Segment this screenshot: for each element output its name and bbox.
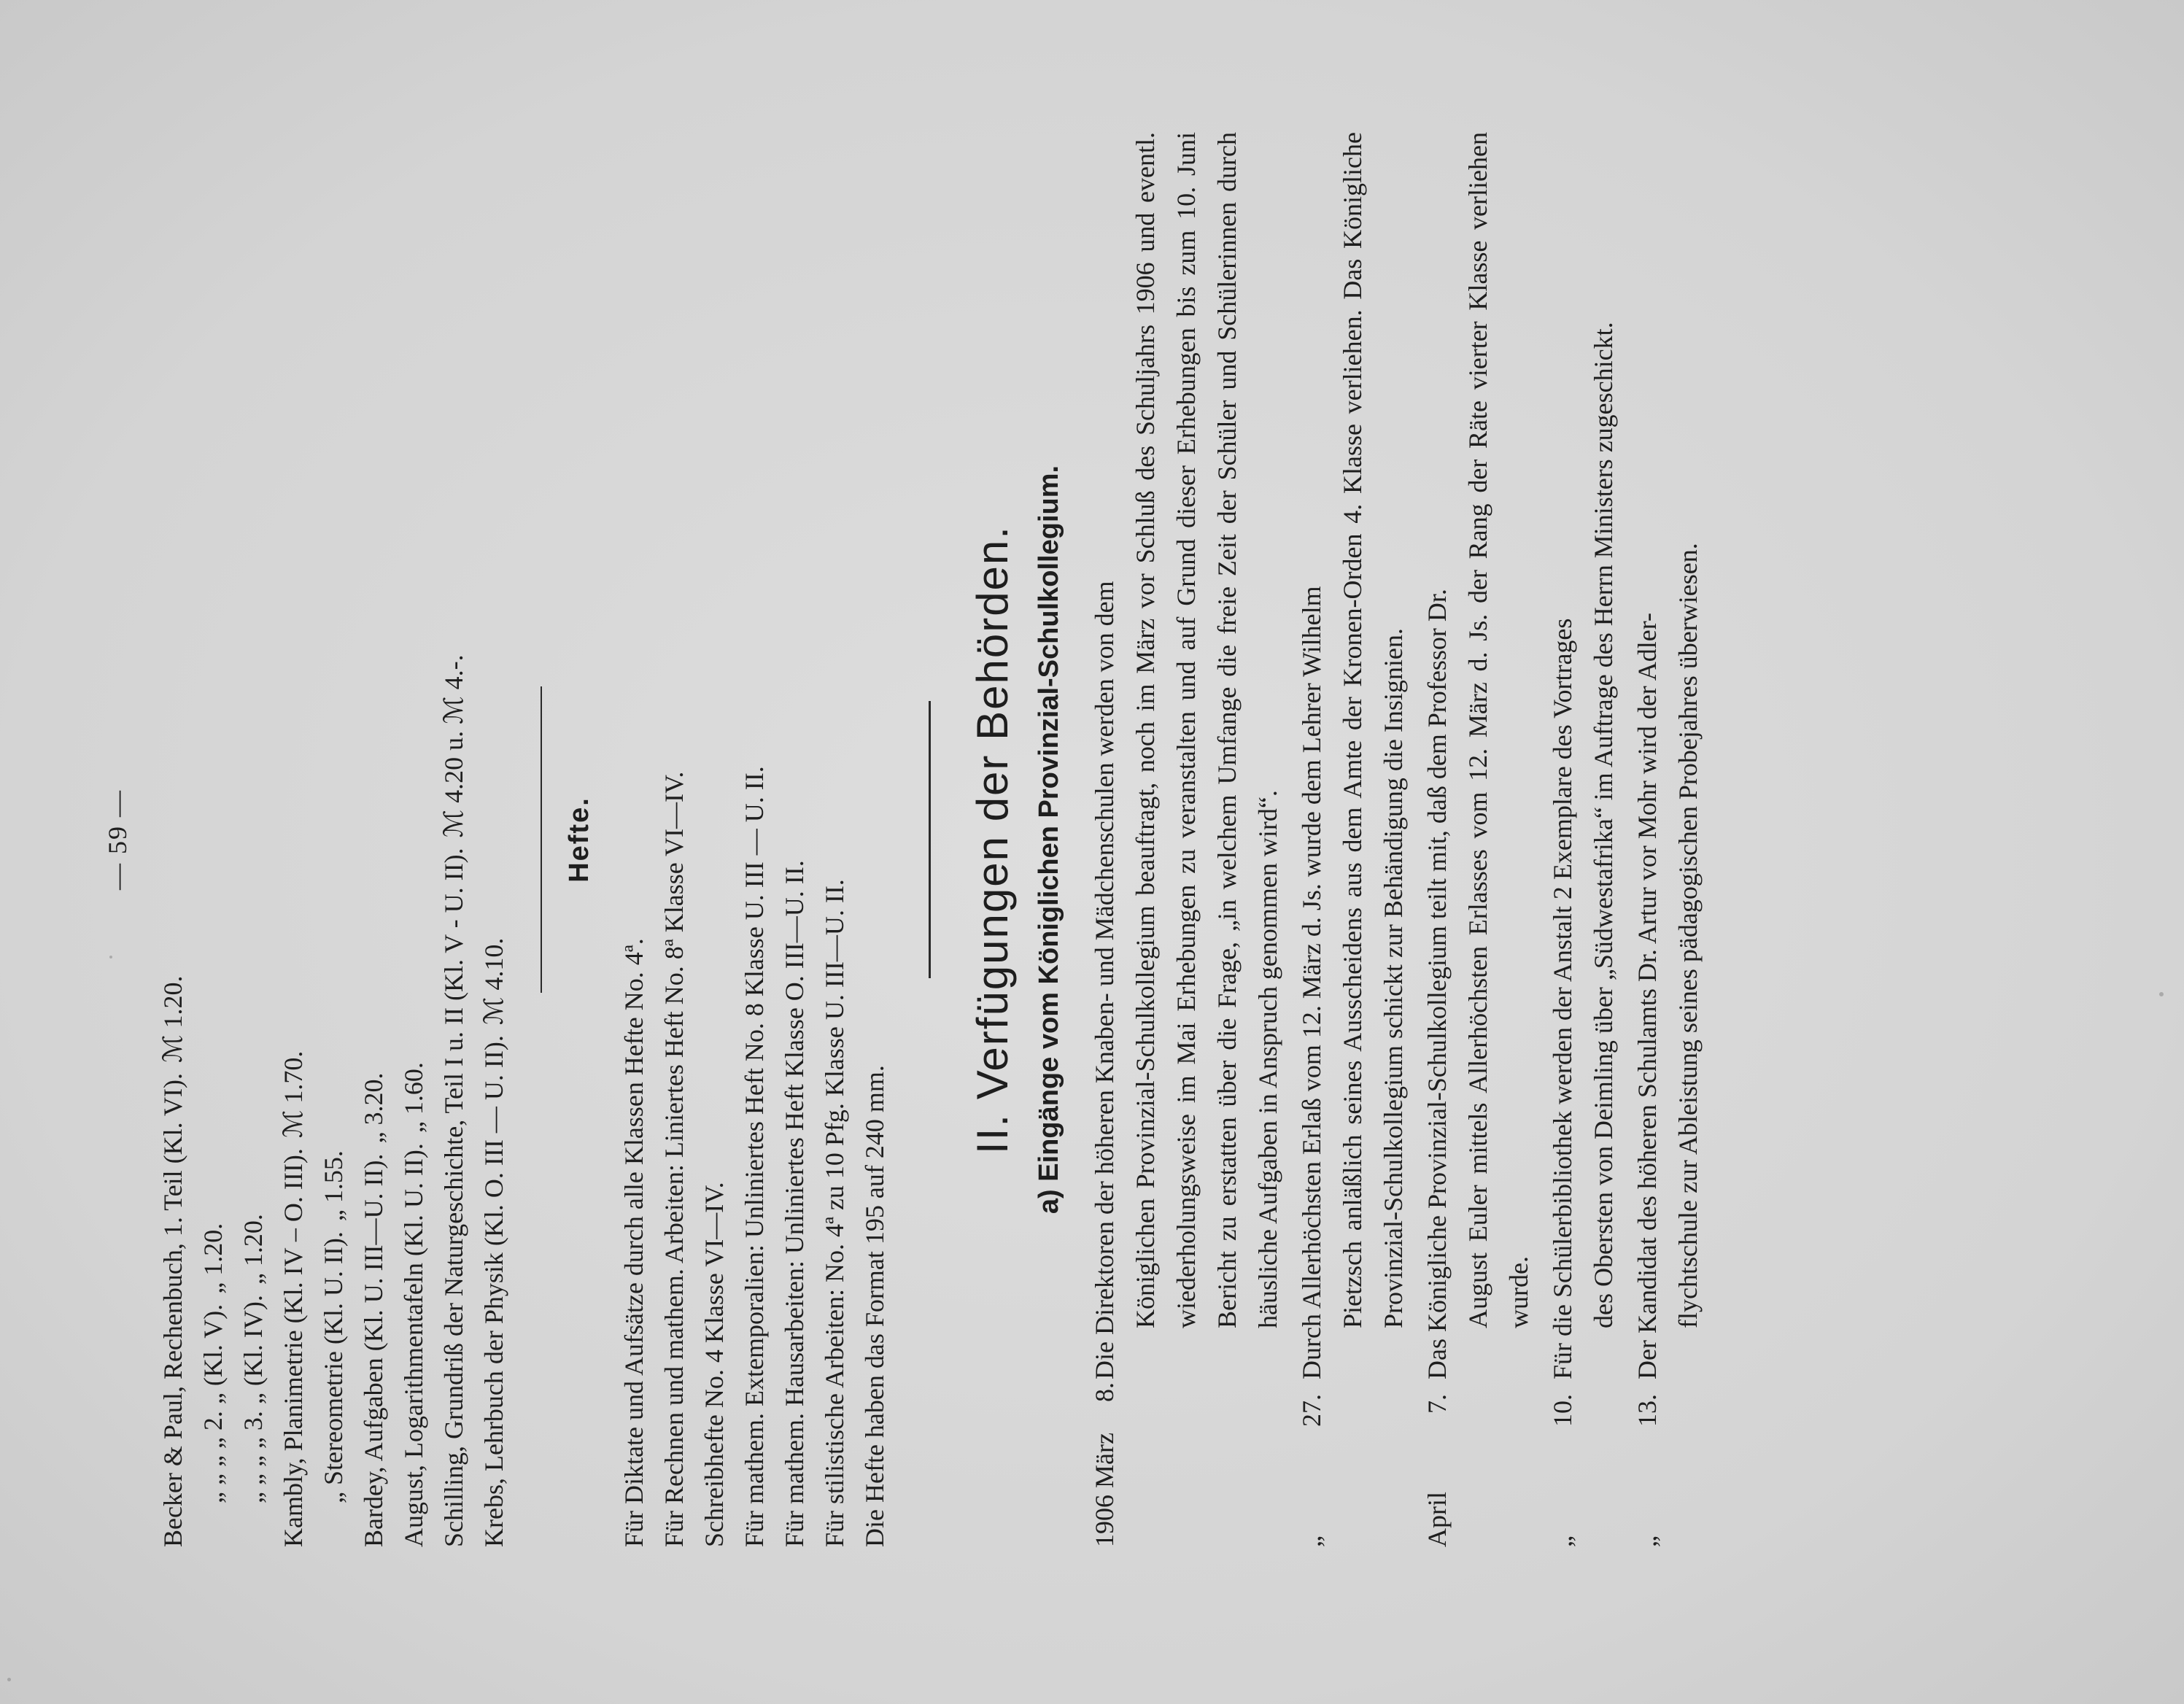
book-row bbox=[354, 132, 394, 1547]
decree-first-line: Durch Allerhöchsten Erlaß vom 12. März d. Js. wurde dem Lehrer Wilhelm bbox=[1297, 586, 1326, 1379]
book-title: Krebs, Lehrbuch der Physik (Kl. O. III — U. II). bbox=[479, 1035, 508, 1547]
decree-day: 7. bbox=[1422, 1394, 1452, 1414]
decree-continuation: des Obersten von Deimling über „Südwestafrika“ im Auftrage des Herrn Ministers zugeschickt. bbox=[1589, 322, 1618, 1328]
book-title: „ „ „ „ 3. „ (Kl. IV). bbox=[239, 1295, 268, 1503]
decree-first-line: Das Königliche Provinzial-Schulkollegium teilt mit, daß dem Professor Dr. bbox=[1422, 589, 1452, 1379]
book-row bbox=[233, 132, 274, 1547]
book-title: Schilling, Grundriß der Naturgeschichte, Teil I u. II (Kl. V - U. II). bbox=[439, 848, 468, 1547]
book-row bbox=[274, 132, 314, 1547]
book-title: „ „ „ „ 2. „ (Kl. V). bbox=[198, 1304, 228, 1503]
decree-entry bbox=[1417, 132, 1539, 1547]
book-title: Bardey, Aufgaben (Kl. U. III—U. II). bbox=[359, 1153, 388, 1547]
book-row bbox=[434, 132, 474, 1547]
decree-day: 8. bbox=[1090, 1382, 1119, 1403]
hefte-title: Hefte. bbox=[564, 797, 595, 883]
decree-month: März bbox=[1090, 1433, 1119, 1488]
hefte-line: Die Hefte haben das Format 195 auf 240 mm. bbox=[860, 1065, 889, 1547]
decree-month: „ bbox=[1633, 1535, 1662, 1547]
decree-text bbox=[1627, 132, 1708, 1379]
decree-continuation: August Euler mittels Allerhöchsten Erlasses vom 12. März d. Js. der Rang der Räte vierter Klasse verliehen wurde. bbox=[1463, 132, 1533, 1328]
decree-first-line: Die Direktoren der höheren Knaben- und Mädchenschulen werden von dem bbox=[1090, 581, 1119, 1379]
book-row bbox=[474, 132, 514, 1547]
decree-month: April bbox=[1422, 1492, 1452, 1547]
decree-day: 10. bbox=[1548, 1394, 1577, 1427]
book-price: ℳ 1.20. bbox=[158, 975, 187, 1063]
book-price: „ 1.55. bbox=[319, 1150, 348, 1222]
book-title: „ Stereometrie (Kl. U. II). bbox=[319, 1231, 348, 1503]
decree-continuation: flychtschule zur Ableistung seines pädagogischen Probejahres überwiesen. bbox=[1673, 543, 1703, 1328]
book-title: Kambly, Planimetrie (Kl. IV – O. III). bbox=[279, 1148, 308, 1547]
decree-text bbox=[1417, 132, 1539, 1379]
book-list bbox=[153, 132, 514, 1547]
decree-continuation: Pietzsch anläßlich seines Ausscheidens aus dem Amte der Kronen-Orden 4. Klasse verliehen. Das Königliche Provinzial-Schulkollegium schickt zur Behändigung die Insignien. bbox=[1338, 132, 1408, 1328]
book-row bbox=[153, 132, 193, 1547]
book-row bbox=[394, 132, 434, 1547]
book-price: ℳ 4.10. bbox=[479, 937, 508, 1026]
book-title: Becker & Paul, Rechenbuch, 1. Teil (Kl. VI). bbox=[158, 1073, 187, 1547]
decree-year: 1906 bbox=[1090, 1495, 1119, 1547]
decree-first-line: Der Kandidat des höheren Schulamts Dr. Artur vor Mohr wird der Adler- bbox=[1633, 612, 1662, 1379]
decree-date bbox=[1084, 1379, 1288, 1547]
decree-entry bbox=[1084, 132, 1288, 1547]
book-price: ℳ 4.20 u. ℳ 4.-. bbox=[439, 654, 468, 838]
decree-entry bbox=[1291, 132, 1414, 1547]
hefte-line: Für Rechnen und mathem. Arbeiten: Liniertes Heft No. 8ª Klasse VI—IV. bbox=[659, 771, 689, 1547]
book-price: „ 1.60. bbox=[399, 1062, 428, 1134]
decree-first-line: Für die Schülerbibliothek werden der Anstalt 2 Exemplare des Vortrages bbox=[1548, 618, 1577, 1379]
decree-text bbox=[1542, 132, 1624, 1379]
book-price: ℳ 1.70. bbox=[279, 1050, 308, 1139]
decree-text bbox=[1291, 132, 1414, 1379]
hefte-line: Für stilistische Arbeiten: No. 4ª zu 10 Pfg. Klasse U. III—U. II. bbox=[820, 879, 849, 1547]
book-title: August, Logarithmentafeln (Kl. U. II). bbox=[399, 1143, 428, 1547]
decree-entry bbox=[1542, 132, 1624, 1547]
decree-month: „ bbox=[1297, 1535, 1326, 1547]
decree-day: 13. bbox=[1633, 1394, 1662, 1427]
hefte-list bbox=[614, 132, 895, 1547]
hefte-line: Schreibhefte No. 4 Klasse VI—IV. bbox=[700, 1182, 729, 1547]
decree-continuation: Königlichen Provinzial-Schulkollegium beauftragt, noch im März vor Schluß des Schuljahrs 1906 und eventl. wiederholungsweise im Mai Erhebungen zu veranstalten und auf Grund dieser Erhebungen bis zum 10. Juni Bericht zu erstatten über die Frage, „in welchem Umfange die freie Zeit der Schüler und Schülerinnen durch häusliche Aufgaben in Anspruch genommen wird“. bbox=[1131, 132, 1282, 1328]
decree-date bbox=[1542, 1379, 1624, 1547]
decree-date bbox=[1291, 1379, 1414, 1547]
book-row bbox=[193, 132, 233, 1547]
page-content bbox=[102, 132, 1711, 1547]
book-price: „ 1.20. bbox=[239, 1214, 268, 1285]
decree-text bbox=[1084, 132, 1288, 1379]
decree-list bbox=[1084, 132, 1708, 1547]
divider-rule bbox=[929, 701, 931, 978]
book-price: „ 3.20. bbox=[359, 1072, 388, 1144]
decree-day: 27. bbox=[1297, 1394, 1326, 1427]
section-heading: II. Verfügungen der Behörden. bbox=[968, 525, 1017, 1154]
book-price: „ 1.20. bbox=[198, 1223, 228, 1294]
decree-entry bbox=[1627, 132, 1708, 1547]
section-subheading: a) Eingänge vom Königlichen Provinzial-Schulkollegium. bbox=[1034, 465, 1064, 1215]
hefte-line: Für Diktate und Aufsätze durch alle Klassen Hefte No. 4ª. bbox=[619, 938, 648, 1547]
page-number: — 59 — bbox=[103, 789, 132, 890]
book-row bbox=[314, 132, 354, 1547]
decree-date bbox=[1417, 1379, 1539, 1547]
decree-date bbox=[1627, 1379, 1708, 1547]
hefte-line: Für mathem. Extemporalien: Unliniertes Heft No. 8 Klasse U. III — U. II. bbox=[740, 766, 769, 1547]
hefte-line: Für mathem. Hausarbeiten: Unliniertes Heft Klasse O. III—U. II. bbox=[780, 860, 809, 1547]
divider-rule bbox=[541, 686, 542, 993]
decree-month: „ bbox=[1548, 1535, 1577, 1547]
